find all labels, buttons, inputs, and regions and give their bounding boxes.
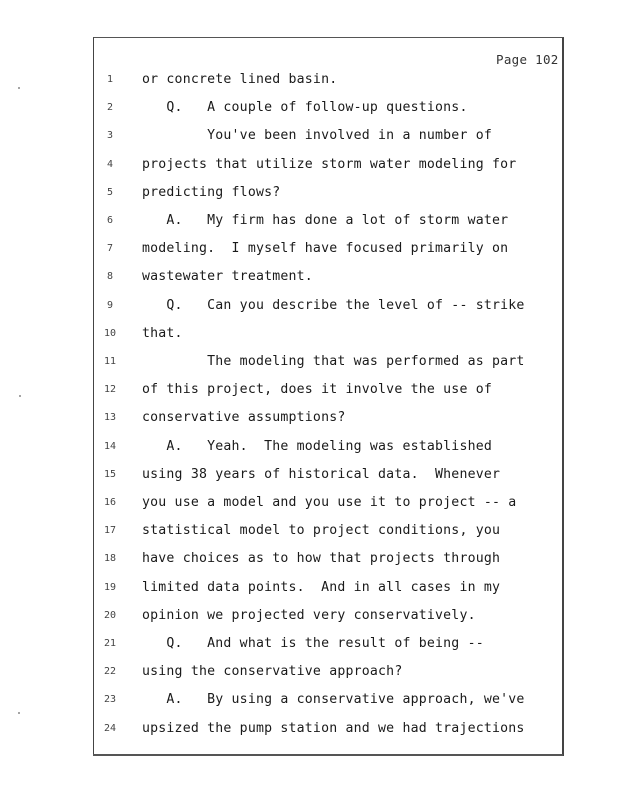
line-number: 4 <box>106 158 114 170</box>
line-text: Q. And what is the result of being -- <box>142 636 484 651</box>
transcript-line <box>0 354 618 372</box>
transcript-line <box>0 382 618 400</box>
transcript-line <box>0 636 618 654</box>
line-text: that. <box>142 325 183 341</box>
transcript-line <box>0 495 618 513</box>
line-text: using the conservative approach? <box>142 664 403 680</box>
line-number: 14 <box>103 440 117 452</box>
transcript-line <box>0 128 618 146</box>
transcript-line <box>0 664 618 682</box>
line-number: 22 <box>103 666 117 678</box>
transcript-line <box>0 439 618 457</box>
line-number: 17 <box>103 525 117 537</box>
line-text: statistical model to project conditions, you <box>142 523 501 539</box>
line-number: 3 <box>106 130 114 142</box>
line-number: 24 <box>103 722 117 734</box>
transcript-line <box>0 580 618 598</box>
line-number: 5 <box>106 186 114 198</box>
line-text: modeling. I myself have focused primarily on <box>142 241 509 257</box>
line-text: conservative assumptions? <box>142 410 346 426</box>
scan-speck <box>18 87 20 89</box>
line-number: 23 <box>103 694 117 706</box>
line-text: A. Yeah. The modeling was established <box>142 438 493 454</box>
transcript-line <box>0 157 618 175</box>
line-number: 20 <box>103 609 117 621</box>
line-number: 12 <box>103 384 117 396</box>
transcript-line <box>0 467 618 485</box>
transcript-line <box>0 410 618 428</box>
transcript-line <box>0 551 618 569</box>
line-number: 13 <box>103 412 117 424</box>
line-text: You've been involved in a number of <box>142 128 493 144</box>
transcript-line <box>0 185 618 203</box>
transcript-line <box>0 213 618 231</box>
line-number: 11 <box>103 356 117 367</box>
line-text: The modeling that was performed as part <box>142 354 525 369</box>
line-number: 19 <box>103 581 117 593</box>
transcript-line <box>0 269 618 287</box>
line-number: 7 <box>106 243 114 255</box>
transcript-line <box>0 692 618 710</box>
transcript-line <box>0 72 618 90</box>
line-text: predicting flows? <box>142 184 281 200</box>
line-number: 15 <box>103 468 117 480</box>
line-number: 18 <box>103 553 117 565</box>
line-number: 21 <box>103 638 117 649</box>
line-text: have choices as to how that projects through <box>142 551 501 567</box>
line-text: Q. Can you describe the level of -- strike <box>142 297 525 313</box>
line-text: upsized the pump station and we had trajections <box>142 720 525 736</box>
transcript-line <box>0 608 618 626</box>
line-number: 2 <box>106 102 114 114</box>
page-number: Page 102 <box>496 52 559 67</box>
line-text: projects that utilize storm water modeling for <box>142 156 517 172</box>
line-number: 8 <box>106 271 114 283</box>
transcript-line <box>0 326 618 344</box>
line-text: using 38 years of historical data. Whenever <box>142 466 501 482</box>
line-number: 1 <box>106 74 114 85</box>
line-text: limited data points. And in all cases in my <box>142 579 501 595</box>
line-text: opinion we projected very conservatively. <box>142 607 476 623</box>
transcript-line <box>0 100 618 118</box>
line-number: 6 <box>106 215 114 226</box>
scan-speck <box>18 712 20 714</box>
line-text: A. My firm has done a lot of storm water <box>142 213 509 228</box>
line-text: you use a model and you use it to project -- a <box>142 495 517 510</box>
line-text: Q. A couple of follow-up questions. <box>142 100 468 116</box>
line-number: 9 <box>106 299 114 311</box>
line-text: A. By using a conservative approach, we've <box>142 692 525 708</box>
transcript-line <box>0 241 618 259</box>
scan-speck <box>19 395 21 397</box>
line-text: or concrete lined basin. <box>142 72 338 87</box>
transcript-line <box>0 523 618 541</box>
line-number: 10 <box>103 327 117 339</box>
line-text: of this project, does it involve the use of <box>142 382 493 398</box>
line-number: 16 <box>103 497 117 508</box>
transcript-line <box>0 721 618 739</box>
transcript-line <box>0 298 618 316</box>
line-text: wastewater treatment. <box>142 269 313 285</box>
